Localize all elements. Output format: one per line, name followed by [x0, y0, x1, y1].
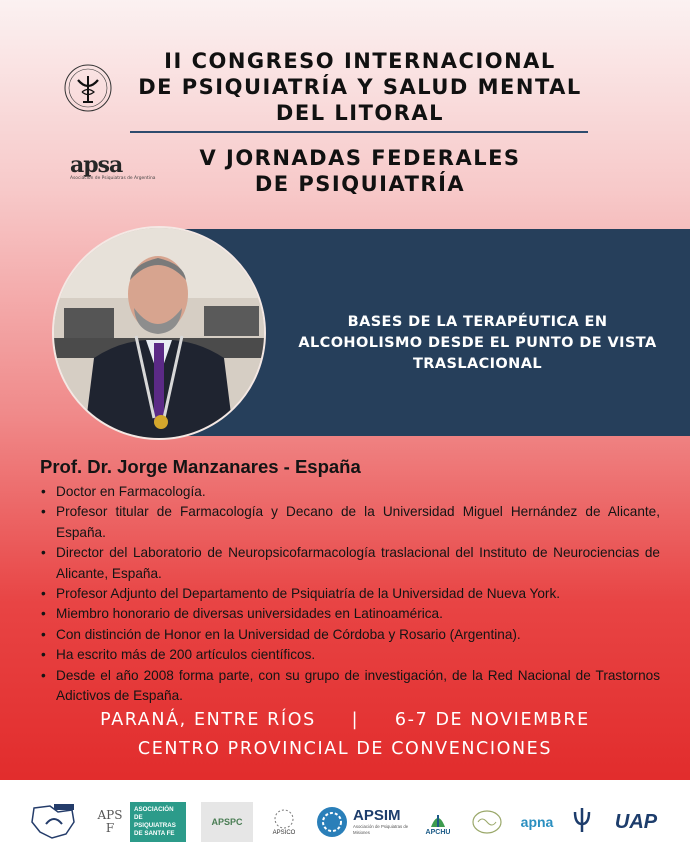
bio-item: • Doctor en Farmacología. [40, 482, 660, 502]
talk-title [280, 312, 675, 375]
apna-logo [514, 802, 560, 842]
apsico-circle-icon [273, 808, 295, 830]
speaker-portrait-icon [54, 228, 264, 438]
apsa-logo [70, 152, 156, 188]
jornadas-title-line: V JORNADAS FEDERALES [199, 146, 521, 170]
uap-text: UAP [614, 810, 658, 833]
talk-title-line: ALCOHOLISMO DESDE EL PUNTO DE VISTA [298, 335, 657, 351]
speaker-bio-list [40, 482, 660, 706]
congress-emblem-icon [62, 62, 114, 114]
title-divider [130, 131, 588, 133]
talk-title-line: TRASLACIONAL [413, 356, 542, 372]
apsf-logo [94, 802, 126, 842]
uap-logo [608, 802, 664, 842]
apchu-logo [420, 802, 456, 842]
congress-title-line: DEL LITORAL [275, 101, 445, 125]
apspc-logo [201, 802, 253, 842]
congress-title [110, 48, 610, 126]
apsf-mark: APSF [97, 808, 123, 835]
bio-item: • Director del Laboratorio de Neuropsicofarmacología traslacional del Instituto de Neurociencias de Alicante, España. [40, 543, 660, 584]
jornadas-title [135, 145, 585, 197]
asf-text: ASOCIACIÓN DE PSIQUIATRAS DE SANTA FE [134, 806, 176, 837]
apchu-leaf-icon [427, 809, 449, 829]
apsa-caption: Asociación de Psiquiatras de Argentina [70, 176, 156, 181]
congress-title-line: II CONGRESO INTERNACIONAL [164, 49, 556, 73]
congress-title-line: DE PSIQUIATRÍA Y SALUD MENTAL [138, 75, 582, 99]
talk-title-line: BASES DE LA TERAPÉUTICA EN [347, 314, 608, 330]
asf-logo [130, 802, 186, 842]
parana-map-logo-icon [28, 802, 80, 842]
bio-item: • Ha escrito más de 200 artículos científicos. [40, 645, 660, 665]
apspc-text: APSPC [211, 817, 243, 827]
apsim-text-block [353, 808, 411, 836]
venue-name: CENTRO PROVINCIAL DE CONVENCIONES [137, 739, 553, 759]
speaker-photo [52, 226, 266, 440]
apsim-caption: Asociación de Psiquiatras de Misiones [353, 824, 409, 835]
brain-logo-icon [470, 802, 504, 842]
apsim-logo [314, 802, 412, 842]
apsim-text: APSIM [353, 807, 401, 824]
apna-text: apna [520, 814, 554, 830]
bio-item: • Profesor titular de Farmacología y Decano de la Universidad Miguel Hernández de Alicante, España. [40, 502, 660, 543]
apsico-logo [266, 802, 302, 842]
bio-item: • Profesor Adjunto del Departamento de Psiquiatría de la Universidad de Nueva York. [40, 584, 660, 604]
sponsor-bar [0, 780, 690, 862]
apchu-text: APCHU [425, 828, 451, 836]
bio-item: • Miembro honorario de diversas universidades en Latinoamérica. [40, 604, 660, 624]
jornadas-title-line: DE PSIQUIATRÍA [254, 172, 466, 196]
apsico-text: APSICO [272, 830, 296, 836]
speaker-name: Prof. Dr. Jorge Manzanares - España [40, 456, 361, 477]
psi-logo-icon [568, 802, 596, 842]
apsa-logo-text: apsa [70, 152, 123, 178]
venue-city-date: PARANÁ, ENTRE RÍOS | 6-7 DE NOVIEMBRE [100, 710, 590, 730]
bio-item: • Desde el año 2008 forma parte, con su grupo de investigación, de la Red Nacional de Trastornos Adictivos de España. [40, 666, 660, 707]
bio-item: • Con distinción de Honor en la Universidad de Córdoba y Rosario (Argentina). [40, 625, 660, 645]
apsim-circle-icon [315, 805, 349, 839]
